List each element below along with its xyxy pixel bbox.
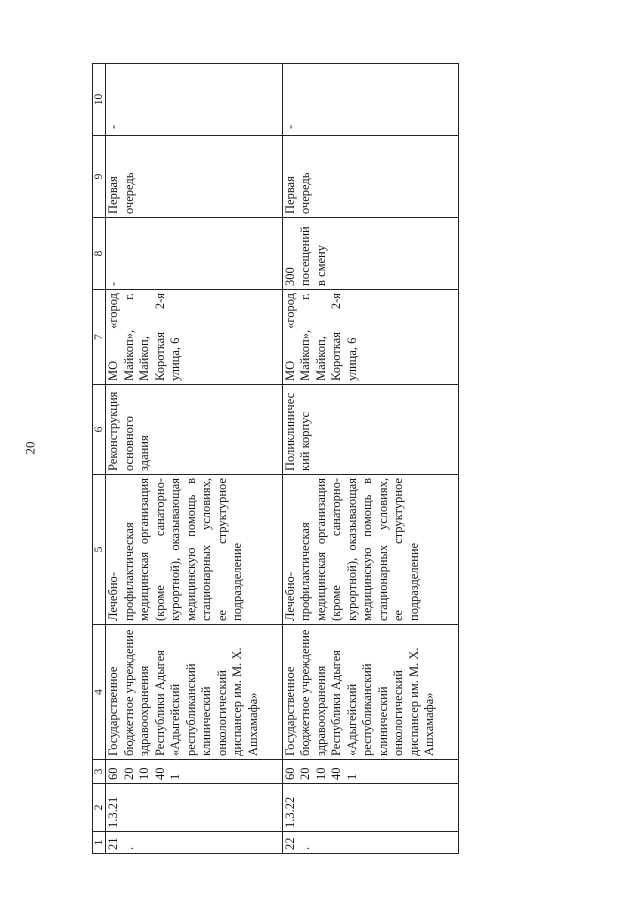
header-cell: 9: [93, 136, 106, 218]
objects-table: [92, 63, 459, 854]
rotated-table-sheet: [92, 64, 459, 854]
row-org-type: Лечебно-профилактическая медицинская организация (кроме санаторно-курортной), оказывающая медицинскую помощь в стационарных условиях, ее структурное подразделение: [282, 475, 459, 625]
row-number: 21.: [106, 832, 283, 854]
header-cell: 5: [93, 475, 106, 625]
row-capacity: 300 посещений в смену: [282, 218, 459, 290]
row-code: 1.3.22: [282, 784, 459, 832]
row-id: 602010 401: [282, 760, 459, 784]
row-address: МО «город Майкоп», г. Майкоп, Короткая 2-я улица, 6: [282, 290, 459, 385]
header-cell: 4: [93, 625, 106, 760]
row-queue: Первая очередь: [282, 136, 459, 218]
header-cell: 6: [93, 385, 106, 475]
row-number: 22.: [282, 832, 459, 854]
header-cell: 3: [93, 760, 106, 784]
row-id: 602010 401: [106, 760, 283, 784]
row-capacity: -: [106, 218, 283, 290]
row-address: МО «город Майкоп», г. Майкоп, Короткая 2-я улица, 6: [106, 290, 283, 385]
table-row: [282, 64, 459, 854]
row-queue: Первая очередь: [106, 136, 283, 218]
header-cell: 1: [93, 832, 106, 854]
header-cell: 2: [93, 784, 106, 832]
row-organization: Государственное бюджетное учреждение здравоохранения Республики Адыгея «Адыгейский республиканский клинический онкологический диспансер им. М. Х. Ашхамафа»: [282, 625, 459, 760]
row-note: -: [106, 64, 283, 136]
row-organization: Государственное бюджетное учреждение здравоохранения Республики Адыгея «Адыгейский республиканский клинический онкологический диспансер им. М. Х. Ашхамафа»: [106, 625, 283, 760]
row-code: 1.3.21: [106, 784, 283, 832]
page-number: 20: [22, 441, 38, 455]
row-object: Реконструкция основного здания: [106, 385, 283, 475]
header-cell: 10: [93, 64, 106, 136]
header-row: [93, 64, 106, 854]
header-cell: 7: [93, 290, 106, 385]
header-cell: 8: [93, 218, 106, 290]
table-row: [106, 64, 283, 854]
row-object: Поликлинический корпус: [282, 385, 459, 475]
row-org-type: Лечебно-профилактическая медицинская организация (кроме санаторно-курортной), оказывающая медицинскую помощь в стационарных условиях, ее структурное подразделение: [106, 475, 283, 625]
row-note: -: [282, 64, 459, 136]
